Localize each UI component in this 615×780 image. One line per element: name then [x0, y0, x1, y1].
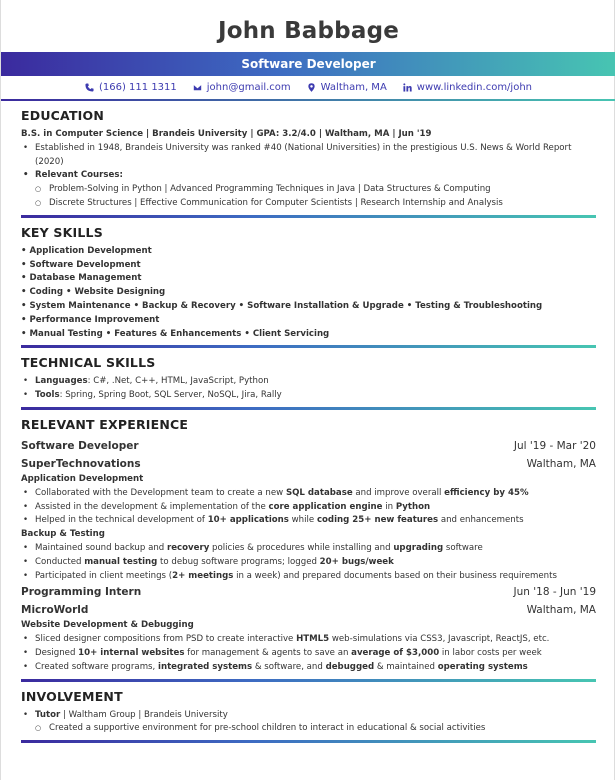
- involvement-detail-list: [21, 722, 596, 736]
- skill-line: • Application Development: [21, 245, 152, 256]
- job-location: Waltham, MA: [526, 604, 596, 617]
- contact-email[interactable]: [193, 80, 291, 94]
- section-divider: [21, 679, 596, 682]
- achievement-item: • Conducted manual testing to debug software programs; logged 20+ bugs/week: [21, 556, 596, 570]
- section-heading-key-skills: KEY SKILLS: [21, 224, 103, 240]
- resume-body: [21, 108, 596, 750]
- header-divider: [1, 99, 615, 101]
- job-subgroup: Website Development & Debugging: [21, 620, 194, 631]
- section-heading-involvement: INVOLVEMENT: [21, 688, 123, 704]
- courses-label: • Relevant Courses:: [21, 169, 596, 183]
- email-text[interactable]: john@gmail.com: [206, 81, 291, 93]
- degree-line: B.S. in Computer Science | Brandeis University | GPA: 3.2/4.0 | Waltham, MA | Jun '19: [21, 129, 432, 139]
- technical-skills-list: [21, 375, 596, 403]
- course-item: ○ Discrete Structures | Effective Communication for Computer Scientists | Research Internship and Analysis: [21, 197, 596, 211]
- linkedin-text[interactable]: www.linkedin.com/john: [416, 81, 533, 93]
- phone-icon: [85, 83, 94, 92]
- contact-phone: [85, 80, 177, 94]
- achievement-item: • Sliced designer compositions from PSD to create interactive HTML5 web-simulations via CSS3, Javascript, ReactJS, etc.: [21, 633, 596, 647]
- phone-text: (166) 111 1311: [98, 81, 177, 93]
- job-position: Programming Intern: [21, 586, 142, 599]
- job-company: MicroWorld: [21, 604, 89, 617]
- job-subgroup: Backup & Testing: [21, 529, 105, 540]
- technical-skills-section: [21, 355, 596, 410]
- skill-line: • System Maintenance • Backup & Recovery • Software Installation & Upgrade • Testing & Troubleshooting: [21, 300, 543, 311]
- achievement-list: [21, 633, 596, 674]
- tools-item: • Tools: Spring, Spring Boot, SQL Server, NoSQL, Jira, Rally: [21, 389, 596, 403]
- experience-section: [21, 417, 596, 682]
- skill-line: • Software Development: [21, 259, 141, 270]
- involvement-section: [21, 689, 596, 744]
- contact-location: [307, 80, 387, 94]
- location-text: Waltham, MA: [320, 81, 387, 93]
- job-title: Software Developer: [241, 57, 376, 71]
- involvement-role: • Tutor | Waltham Group | Brandeis University: [21, 709, 596, 723]
- achievement-list: [21, 542, 596, 583]
- section-divider: [21, 345, 596, 348]
- skill-line: • Database Management: [21, 273, 142, 284]
- job-dates: Jul '19 - Mar '20: [513, 439, 596, 452]
- envelope-icon: [193, 83, 202, 92]
- involvement-detail: ○ Created a supportive environment for pre-school children to interact in educational & social activities: [21, 722, 596, 736]
- section-heading-experience: RELEVANT EXPERIENCE: [21, 416, 189, 432]
- job-company-row: [21, 601, 596, 619]
- languages-item: • Languages: C#, .Net, C++, HTML, JavaScript, Python: [21, 375, 596, 389]
- courses-list: [21, 183, 596, 211]
- involvement-list: [21, 709, 596, 723]
- title-band: [1, 52, 615, 76]
- education-section: [21, 108, 596, 218]
- linkedin-icon: [403, 83, 412, 92]
- skill-line: • Performance Improvement: [21, 314, 160, 325]
- job-subgroup: Application Development: [21, 473, 144, 484]
- achievement-item: • Collaborated with the Development team to create a new SQL database and improve overall efficiency by 45%: [21, 487, 596, 501]
- candidate-name: John Babbage: [217, 18, 400, 44]
- achievement-item: • Maintained sound backup and recovery policies & procedures while installing and upgrading software: [21, 542, 596, 556]
- section-divider: [21, 215, 596, 218]
- contact-linkedin[interactable]: [403, 80, 532, 94]
- job-location: Waltham, MA: [526, 457, 596, 470]
- achievement-item: • Designed 10+ internal websites for management & agents to save an average of $3,000 in labor costs per week: [21, 647, 596, 661]
- course-item: ○ Problem-Solving in Python | Advanced Programming Techniques in Java | Data Structures & Computing: [21, 183, 596, 197]
- section-heading-technical-skills: TECHNICAL SKILLS: [21, 355, 156, 371]
- skill-line: • Coding • Website Designing: [21, 287, 166, 298]
- section-divider: [21, 407, 596, 410]
- job-company: SuperTechnovations: [21, 457, 141, 470]
- contact-bar: [1, 80, 615, 94]
- achievement-item: • Created software programs, integrated systems & software, and debugged & maintained operating systems: [21, 661, 596, 675]
- section-heading-education: EDUCATION: [21, 108, 105, 123]
- education-bullet: • Established in 1948, Brandeis University was ranked #40 (National Universities) in the prestigious U.S. News & World Report (2020): [21, 142, 596, 170]
- achievement-list: [21, 487, 596, 528]
- job-header: [21, 583, 596, 601]
- key-skills-section: [21, 225, 596, 349]
- achievement-item: • Assisted in the development & implementation of the core application engine in Python: [21, 501, 596, 515]
- achievement-item: • Participated in client meetings (2+ meetings in a week) and prepared documents based on their business requirements: [21, 570, 596, 584]
- achievement-item: • Helped in the technical development of 10+ applications while coding 25+ new features and enhancements: [21, 514, 596, 528]
- education-list: [21, 142, 596, 183]
- job-position: Software Developer: [21, 439, 139, 452]
- skill-line: • Manual Testing • Features & Enhancements • Client Servicing: [21, 328, 330, 339]
- job-header: [21, 437, 596, 455]
- job-dates: Jun '18 - Jun '19: [513, 586, 596, 599]
- map-pin-icon: [307, 83, 316, 92]
- section-divider: [21, 740, 596, 743]
- job-company-row: [21, 455, 596, 473]
